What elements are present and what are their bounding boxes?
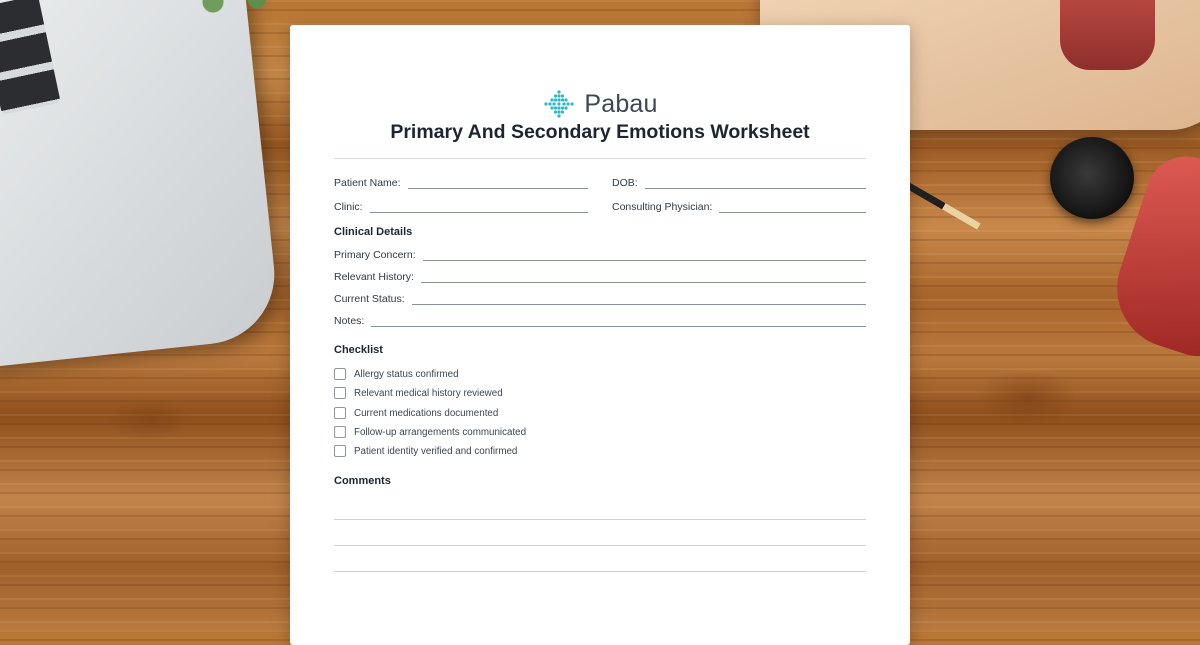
checkbox[interactable] xyxy=(334,368,346,380)
comments-heading: Comments xyxy=(334,475,391,487)
title-divider xyxy=(334,158,866,159)
current-status-line[interactable] xyxy=(412,296,866,305)
clinic-line[interactable] xyxy=(370,204,588,213)
checklist-item-label: Relevant medical history reviewed xyxy=(354,387,503,399)
checklist-item[interactable] xyxy=(334,368,459,380)
dob-field[interactable] xyxy=(612,177,866,189)
background-bag-strap xyxy=(1060,0,1155,70)
clinic-label: Clinic: xyxy=(334,201,363,213)
checklist-heading: Checklist xyxy=(334,344,383,356)
page-title: Primary And Secondary Emotions Worksheet xyxy=(390,121,810,143)
current-status-field[interactable] xyxy=(334,293,866,305)
clinic-field[interactable] xyxy=(334,201,588,213)
pabau-logo-icon xyxy=(542,89,576,119)
comment-line[interactable] xyxy=(334,545,866,546)
checkbox[interactable] xyxy=(334,387,346,399)
worksheet-sheet xyxy=(290,25,910,645)
relevant-history-line[interactable] xyxy=(421,274,866,283)
checklist-item-label: Allergy status confirmed xyxy=(354,368,459,380)
checklist-item-label: Current medications documented xyxy=(354,407,499,419)
consulting-physician-field[interactable] xyxy=(612,201,866,213)
field-label: Primary Concern: xyxy=(334,249,416,261)
checklist-item-label: Follow-up arrangements communicated xyxy=(354,426,527,438)
checkbox[interactable] xyxy=(334,426,346,438)
checklist-item[interactable] xyxy=(334,426,526,438)
checklist-item[interactable] xyxy=(334,387,503,399)
notes-line[interactable] xyxy=(371,318,866,327)
checklist-item[interactable] xyxy=(334,445,517,457)
notes-field[interactable] xyxy=(334,315,866,327)
field-label: Current Status: xyxy=(334,293,405,305)
dob-label: DOB: xyxy=(612,177,638,189)
background-plant xyxy=(180,0,290,20)
clinical-details-heading: Clinical Details xyxy=(334,226,413,238)
checklist-item-label: Patient identity verified and confirmed xyxy=(354,445,518,457)
field-label: Notes: xyxy=(334,315,365,327)
checkbox[interactable] xyxy=(334,445,346,457)
patient-name-field[interactable] xyxy=(334,177,588,189)
patient-name-line[interactable] xyxy=(408,180,588,189)
patient-name-label: Patient Name: xyxy=(334,177,401,189)
brand-logo xyxy=(290,89,910,119)
checklist-item[interactable] xyxy=(334,407,498,419)
field-label: Relevant History: xyxy=(334,271,414,283)
comment-line[interactable] xyxy=(334,519,866,520)
consulting-physician-label: Consulting Physician: xyxy=(612,201,713,213)
brand-name: Pabau xyxy=(584,89,658,118)
dob-line[interactable] xyxy=(645,180,866,189)
consulting-physician-line[interactable] xyxy=(719,204,866,213)
comment-line[interactable] xyxy=(334,571,866,572)
primary-concern-line[interactable] xyxy=(423,252,866,261)
checkbox[interactable] xyxy=(334,407,346,419)
primary-concern-field[interactable] xyxy=(334,249,866,261)
relevant-history-field[interactable] xyxy=(334,271,866,283)
background-lens-cap xyxy=(1050,137,1134,219)
